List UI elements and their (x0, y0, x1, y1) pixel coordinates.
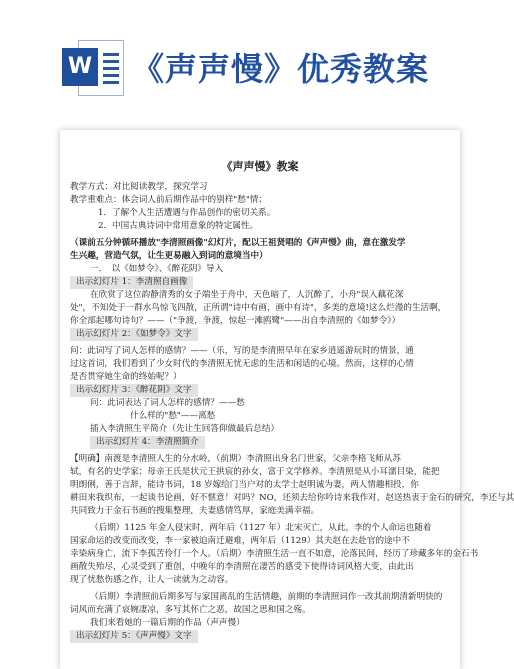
paragraph-line: 共同致力于金石书画的搜集整理，夫妻感情笃厚，家庭美满幸福。 (70, 506, 320, 516)
slide-label-2: 出示幻灯片 2：《如梦令》文字 (70, 328, 198, 341)
document-body (70, 160, 514, 643)
paragraph-line: 在欣赏了这位韵静清秀的女子端坐于舟中，天色暗了，人沉醉了，小舟"误入藕花深 (90, 290, 404, 300)
bio-insert-line: 插入李清照生平简介（先让生回答仰做最后总结） (90, 424, 280, 434)
paragraph-line: 处"，不知处于一群水鸟惊飞四散，正所谓"诗中有画，画中有诗"，多美的意境!这么烂漫的生活啊， (70, 303, 447, 313)
teaching-focus: 教学重难点：体会词人前后期作品中的别样"愁"情； (70, 195, 267, 205)
paragraph-line: 耕田来我织布，一起谈书论画，好不惬意！对吗？NO，还须去给你吟诗来我作对，赵送热衷于金石的研究，李还与其 (70, 493, 514, 503)
slide-label-4: 出示幻灯片 4：李清照简介 (90, 436, 205, 449)
slide-label-3: 出示幻灯片 3：《醉花阴》文字 (70, 384, 198, 397)
paragraph-line: （后期）1125 年金人侵宋时，两年后（1127 年）北宋灭亡，从此，李的个人命运也随着 (90, 523, 432, 533)
paragraph-line: （后期）李清照前后期多写与家国离乱的生活情趣，前期的李清照词作一改其前期清新明快的 (90, 592, 443, 602)
banner-title: 《声声慢》优秀教案 (132, 50, 430, 88)
focus-item-1: 1．了解个人生活遭遇与作品创作的密切关系。 (98, 208, 276, 218)
paragraph-line: 明朗俐，善于言辞，能诗书词，18 岁嫁给门当户对的太学士赵明诚为妻，两人情趣相投，你 (70, 480, 419, 490)
paragraph-line: 【明确】南渡是李清照人生的分水岭，（前期）李清照出身名门世家，父亲李格飞师从苏 (70, 454, 401, 464)
question-line: 什么样的"愁"——离愁 (130, 411, 216, 421)
paragraph-line: 是否贯穿她生命的终始呢？） (70, 372, 182, 382)
document-page (60, 130, 514, 669)
paragraph-line: 我们来看她的一篇后期的作品（声声慢） (90, 618, 245, 628)
paragraph-line: 问：此词写了词人怎样的感情？——（乐，写的是李清照早年在家乡逍遥游玩时的情景，通 (70, 346, 414, 356)
teaching-method: 教学方式：对比阅读教学，探究学习 (70, 182, 208, 192)
paragraph-line: 国家命运的改变而改变，李一家被迫南迁避难，两年后（1129）其夫赵在去赴官的途中不 (70, 536, 410, 546)
paragraph-line: 轼，有名的史学家；母亲王氏是状元王拱宸的孙女，富于文学修养。李清照是从小耳濡目染，能把 (70, 467, 440, 477)
intro-heading: 一． 以《如梦令》、《醉花阴》导入 (90, 264, 224, 274)
banner (0, 0, 474, 130)
preclass-note-1: （课前五分钟循环播放"李清照画像"幻灯片，配以王祖贤唱的《声声慢》曲，意在激发学 (70, 238, 406, 248)
paragraph-line: 画散失殆尽，心灵受到了重创，中晚年的李清照在凄苦的感受下使得诗词风格大变，由此出 (70, 562, 414, 572)
document-title: 《声声慢》教案 (221, 160, 299, 173)
question-line: 问：此词表达了词人怎样的感情？——愁 (90, 398, 245, 408)
word-document-icon (62, 36, 124, 98)
preclass-note-2: 生兴趣，营造气氛，让生更易融入到词的意境当中） (70, 251, 268, 261)
slide-label-1: 出示幻灯片 1：李清照自画像 (70, 276, 193, 289)
paragraph-line: 词风而充满了哀婉凄凉，多写其怀亡之恶，故国之思和国之殇。 (70, 605, 311, 615)
paragraph-line: 现了忧愁伤感之作，让人一读就为之动容。 (70, 575, 234, 585)
focus-item-2: 2．中国古典诗词中常用意象的特定属性。 (98, 221, 259, 231)
paragraph-line: 你全部起哪句诗句？——（"争渡，争渡，惊起一滩鸥鹭"——出自李清照的《如梦令》） (70, 316, 401, 326)
word-letter-tile: W (62, 48, 98, 86)
paragraph-line: 幸染病身亡，流下李孤苦伶仃一个人。（后期）李清照生活一直不如意，沦落民间，经历了珍藏多年的金石书 (70, 549, 479, 559)
slide-label-5: 出示幻灯片 5：《声声慢》文字 (70, 630, 198, 643)
paragraph-line: 过这首词，我们看到了少女时代的李清照无忧无虑的生活和闲适的心境。然而，这样的心情 (70, 359, 414, 369)
